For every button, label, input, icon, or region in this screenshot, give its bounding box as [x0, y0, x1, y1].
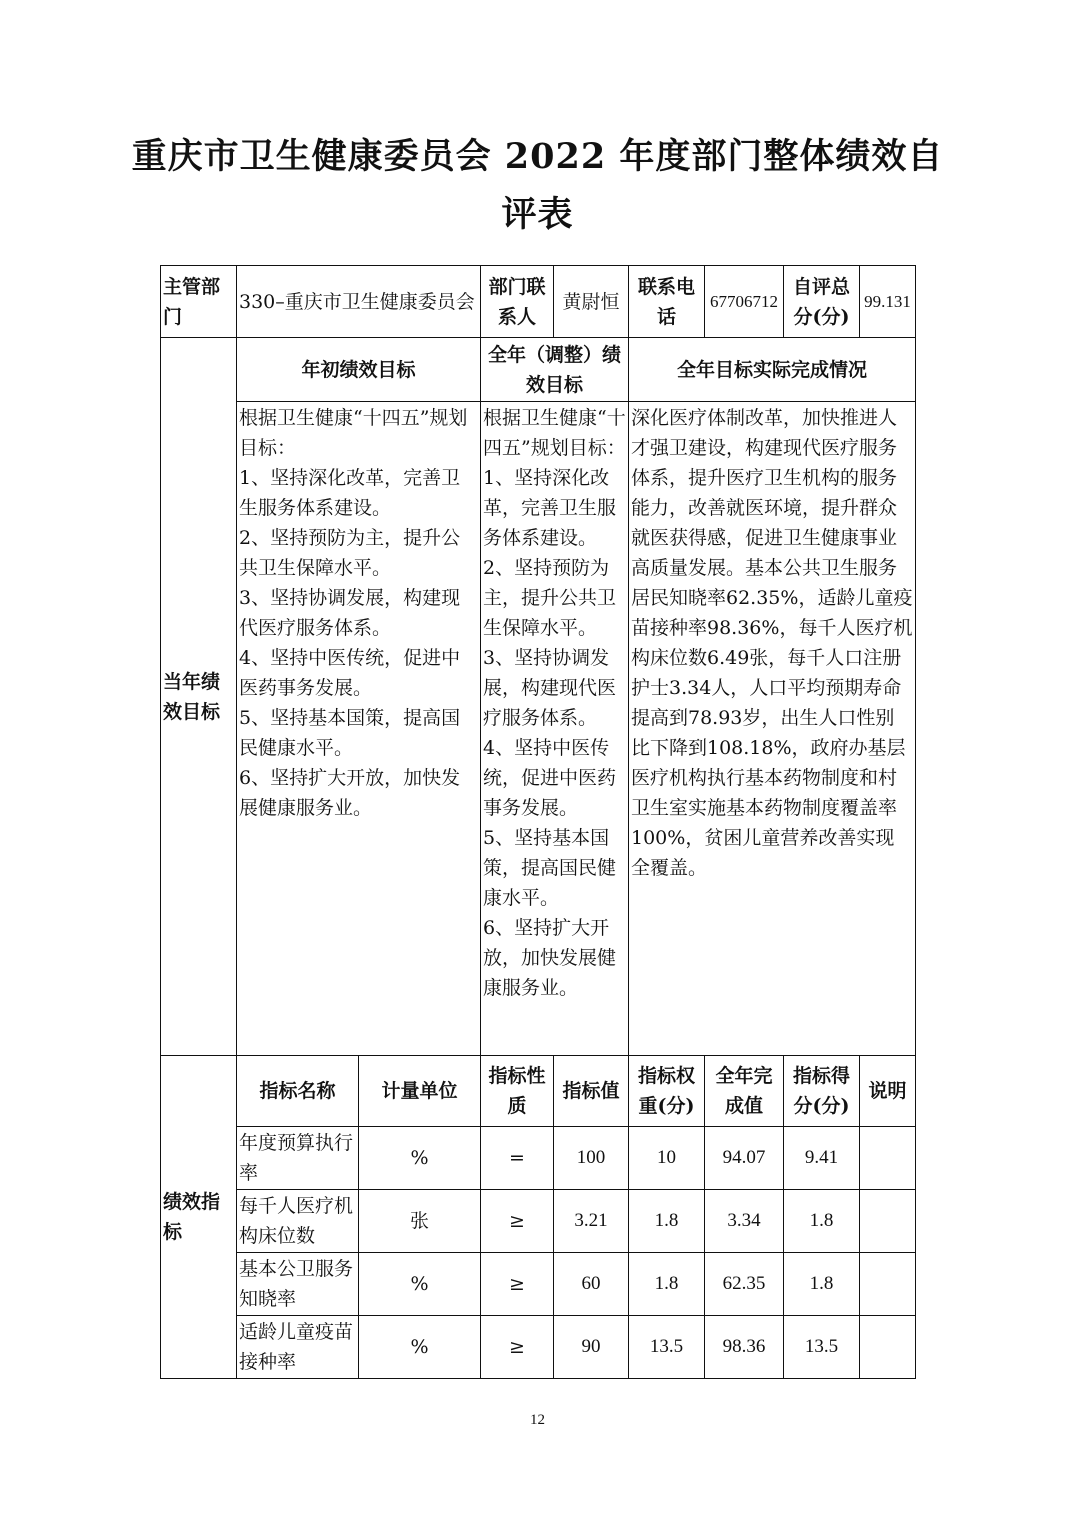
col-note: 说明	[860, 1056, 916, 1127]
indicator-note	[860, 1127, 916, 1190]
col-indicator-name: 指标名称	[237, 1056, 359, 1127]
initial-goal-line: 5、坚持基本国策，提高国民健康水平。	[239, 707, 461, 759]
document-title	[0, 128, 1075, 244]
indicator-target: 60	[554, 1253, 629, 1316]
indicator-unit: 张	[359, 1190, 481, 1253]
table-row	[161, 1127, 916, 1190]
indicator-actual: 98.36	[705, 1316, 784, 1379]
indicator-target: 100	[554, 1127, 629, 1190]
col-adjusted-goal: 全年（调整）绩效目标	[481, 338, 629, 402]
indicator-weight: 10	[629, 1127, 705, 1190]
indicator-name: 年度预算执行率	[237, 1127, 359, 1190]
adjusted-goal-line: 4、坚持中医传统，促进中医药事务发展。	[483, 737, 617, 819]
initial-goal-line: 2、坚持预防为主，提升公共卫生保障水平。	[239, 527, 461, 579]
adjusted-goal-line: 5、坚持基本国策，提高国民健康水平。	[483, 827, 617, 909]
actual-completion-text: 深化医疗体制改革，加快推进人才强卫建设，构建现代医疗服务体系，提升医疗卫生机构的服务能力，改善就医环境，提升群众就医获得感，促进卫生健康事业高质量发展。基本公共卫生服务居民知晓率62.35%，适龄儿童疫苗接种率98.36%，每千人医疗机构床位数6.49张，每千人口注册护士3.34人，人口平均预期寿命提高到78.93岁，出生人口性别比下降到108.18%，政府办基层医疗机构执行基本药物制度和村卫生室实施基本药物制度覆盖率100%，贫困儿童营养改善实现全覆盖。	[629, 402, 916, 1056]
indicator-weight: 1.8	[629, 1190, 705, 1253]
indicator-nature: =	[481, 1127, 554, 1190]
contact-label: 部门联系人	[481, 266, 554, 338]
indicator-score: 1.8	[784, 1253, 860, 1316]
col-actual: 全年完成值	[705, 1056, 784, 1127]
indicator-nature: ≥	[481, 1190, 554, 1253]
col-nature: 指标性质	[481, 1056, 554, 1127]
col-unit: 计量单位	[359, 1056, 481, 1127]
indicator-target: 3.21	[554, 1190, 629, 1253]
indicator-weight: 1.8	[629, 1253, 705, 1316]
indicators-row-label: 绩效指标	[161, 1056, 237, 1379]
initial-goal-line: 根据卫生健康“十四五”规划目标：	[239, 407, 468, 459]
goals-row-label: 当年绩效目标	[161, 338, 237, 1056]
initial-goal-line: 1、坚持深化改革，完善卫生服务体系建设。	[239, 467, 461, 519]
initial-goal-line: 6、坚持扩大开放，加快发展健康服务业。	[239, 767, 461, 819]
table-row	[161, 1316, 916, 1379]
indicator-score: 1.8	[784, 1190, 860, 1253]
indicator-weight: 13.5	[629, 1316, 705, 1379]
initial-goal-line: 3、坚持协调发展，构建现代医疗服务体系。	[239, 587, 461, 639]
header-row	[161, 266, 916, 338]
indicator-note	[860, 1190, 916, 1253]
col-initial-goal: 年初绩效目标	[237, 338, 481, 402]
adjusted-goal-line: 根据卫生健康“十四五”规划目标：	[483, 407, 626, 459]
indicator-score: 13.5	[784, 1316, 860, 1379]
indicator-unit: %	[359, 1253, 481, 1316]
goals-content-row	[161, 402, 916, 1056]
col-score: 指标得分(分)	[784, 1056, 860, 1127]
indicator-actual: 62.35	[705, 1253, 784, 1316]
goals-header-row	[161, 338, 916, 402]
indicator-target: 90	[554, 1316, 629, 1379]
table-row	[161, 1253, 916, 1316]
initial-goal-line: 4、坚持中医传统，促进中医药事务发展。	[239, 647, 461, 699]
score-label: 自评总分(分)	[784, 266, 860, 338]
indicators-header-row	[161, 1056, 916, 1127]
col-target: 指标值	[554, 1056, 629, 1127]
phone-value: 67706712	[705, 266, 784, 338]
indicator-unit: %	[359, 1127, 481, 1190]
indicator-unit: %	[359, 1316, 481, 1379]
adjusted-goal-line: 3、坚持协调发展，构建现代医疗服务体系。	[483, 647, 617, 729]
indicator-actual: 94.07	[705, 1127, 784, 1190]
adjusted-goal-line: 1、坚持深化改革，完善卫生服务体系建设。	[483, 467, 617, 549]
col-actual-completion: 全年目标实际完成情况	[629, 338, 916, 402]
evaluation-table	[160, 265, 916, 1379]
indicator-note	[860, 1253, 916, 1316]
indicator-name: 基本公卫服务知晓率	[237, 1253, 359, 1316]
score-value: 99.131	[860, 266, 916, 338]
page-number: 12	[530, 1412, 545, 1428]
title-line-1: 重庆市卫生健康委员会 2022 年度部门整体绩效自	[131, 136, 944, 177]
adjusted-goal-text	[481, 402, 629, 1056]
adjusted-goal-line: 2、坚持预防为主，提升公共卫生保障水平。	[483, 557, 617, 639]
indicator-actual: 3.34	[705, 1190, 784, 1253]
indicator-nature: ≥	[481, 1316, 554, 1379]
dept-label: 主管部门	[161, 266, 237, 338]
indicator-name: 每千人医疗机构床位数	[237, 1190, 359, 1253]
phone-label: 联系电话	[629, 266, 705, 338]
initial-goal-text	[237, 402, 481, 1056]
contact-value: 黄尉恒	[554, 266, 629, 338]
dept-value: 330–重庆市卫生健康委员会	[237, 266, 481, 338]
indicator-name: 适龄儿童疫苗接种率	[237, 1316, 359, 1379]
col-weight: 指标权重(分)	[629, 1056, 705, 1127]
adjusted-goal-line: 6、坚持扩大开放，加快发展健康服务业。	[483, 917, 617, 999]
table-row	[161, 1190, 916, 1253]
indicator-nature: ≥	[481, 1253, 554, 1316]
title-line-2: 评表	[501, 194, 574, 235]
indicator-note	[860, 1316, 916, 1379]
indicator-score: 9.41	[784, 1127, 860, 1190]
